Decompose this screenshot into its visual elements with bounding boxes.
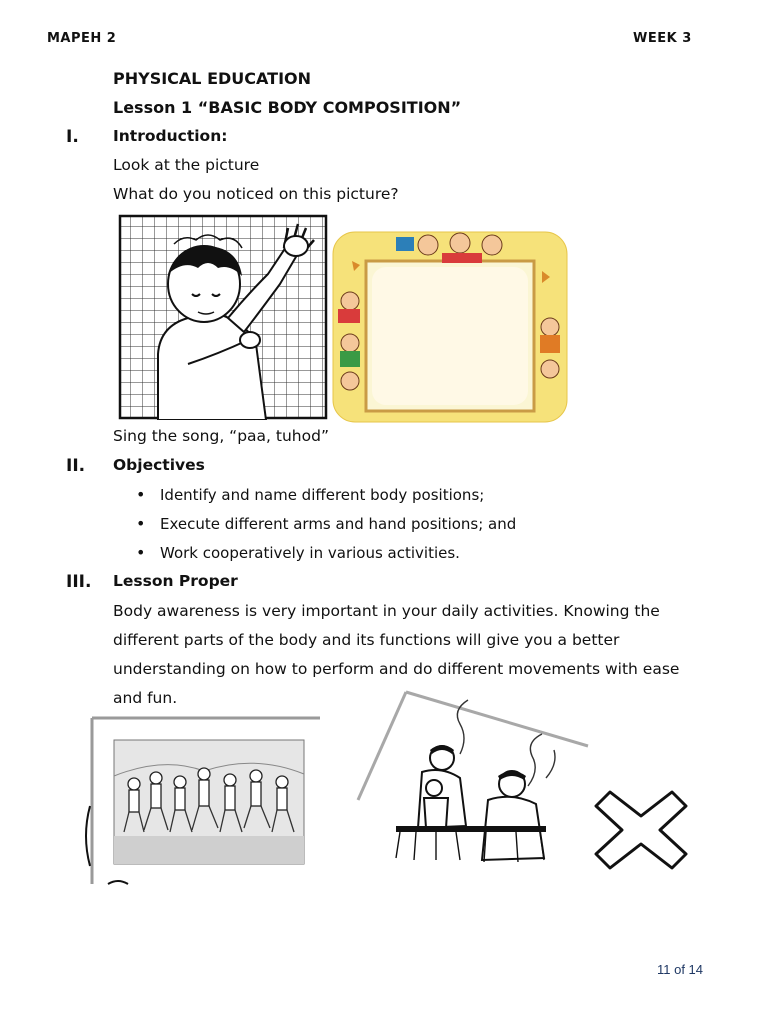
lesson-line: and fun. bbox=[113, 689, 178, 707]
lesson-heading: Lesson Proper bbox=[113, 572, 238, 590]
objective-item: • Work cooperatively in various activities. bbox=[136, 544, 516, 573]
cartoon-kids-frame bbox=[332, 231, 568, 423]
x-mark-icon bbox=[594, 790, 688, 870]
page-number: 11 of 14 bbox=[657, 962, 704, 977]
section-numeral-ii: II. bbox=[66, 456, 86, 476]
header-week: WEEK 3 bbox=[633, 31, 692, 46]
men-smoking-illustration bbox=[356, 688, 590, 874]
lesson-line: Body awareness is very important in your daily activities. Knowing the bbox=[113, 602, 660, 620]
objective-item: • Identify and name different body positions; bbox=[136, 486, 516, 515]
objectives-heading: Objectives bbox=[113, 456, 205, 474]
intro-line-2: What do you noticed on this picture? bbox=[113, 185, 399, 203]
lesson-line: different parts of the body and its functions will give you a better bbox=[113, 631, 620, 649]
header-subject: MAPEH 2 bbox=[47, 31, 117, 46]
intro-song: Sing the song, “paa, tuhod” bbox=[113, 427, 329, 445]
child-washing-illustration bbox=[118, 214, 328, 420]
lesson-line: understanding on how to perform and do different movements with ease bbox=[113, 660, 680, 678]
intro-line-1: Look at the picture bbox=[113, 156, 260, 174]
lesson-title: Lesson 1 “BASIC BODY COMPOSITION” bbox=[113, 98, 462, 117]
objective-item: • Execute different arms and hand positions; and bbox=[136, 515, 516, 544]
intro-heading: Introduction: bbox=[113, 127, 228, 145]
subject-title: PHYSICAL EDUCATION bbox=[113, 69, 312, 88]
section-numeral-i: I. bbox=[66, 127, 79, 147]
children-playing-illustration bbox=[84, 716, 322, 888]
objectives-list bbox=[136, 486, 516, 573]
section-numeral-iii: III. bbox=[66, 572, 92, 592]
